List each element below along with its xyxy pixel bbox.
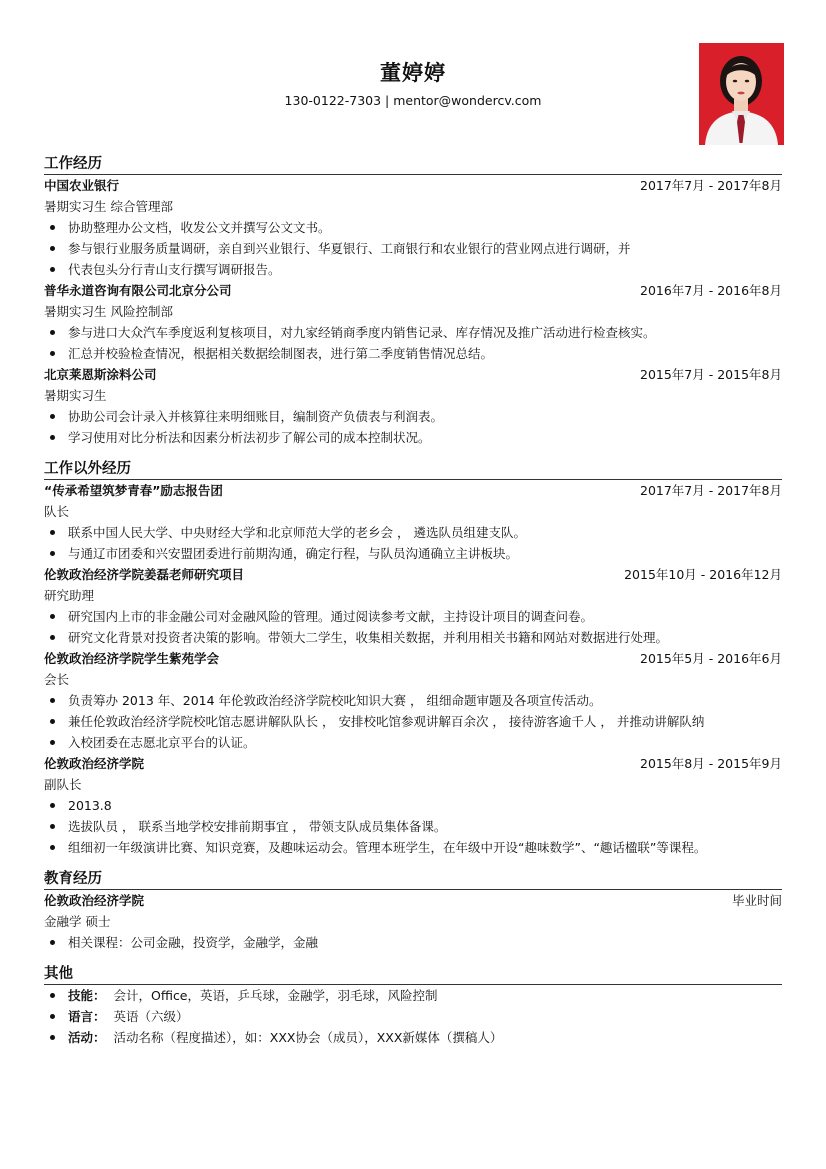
other-item-skills [44,985,782,1006]
entry-date: 2015年8月 - 2015年9月 [640,756,782,771]
work-entry [44,364,782,448]
section-title-work: 工作经历 [44,154,782,175]
resume-content [44,152,782,1059]
entry-org: “传承希望筑梦青春”励志报告团 [44,483,223,498]
section-title-extra: 工作以外经历 [44,459,782,480]
extra-entry [44,564,782,648]
bullet-item: 协助整理办公文档，收发公文并撰写公文文书。 [44,217,782,238]
other-item-value: 活动名称（程度描述），如：XXX协会（成员），XXX新媒体（撰稿人） [113,1030,503,1045]
entry-org: 伦敦政治经济学院姜磊老师研究项目 [44,567,245,582]
entry-org: 伦敦政治经济学院 [44,893,145,908]
bullet-item: 联系中国人民大学、中央财经大学和北京师范大学的老乡会 ， 遴选队员组建支队。 [44,522,782,543]
section-work [44,154,782,448]
entry-date: 2015年10月 - 2016年12月 [624,567,782,582]
entry-date: 毕业时间 [731,893,782,908]
other-item-label: 语言： [68,1009,106,1024]
entry-role: 队长 [44,504,70,519]
entry-role: 暑期实习生 风险控制部 [44,304,173,319]
bullet-item: 相关课程：公司金融，投资学，金融学，金融 [44,932,782,953]
bullet-item: 入校团委在志愿北京平台的认证。 [44,732,782,753]
section-other [44,964,782,1048]
bullet-item: 汇总并校验检查情况，根据相关数据绘制图表，进行第二季度销售情况总结。 [44,343,782,364]
bullet-item: 研究文化背景对投资者决策的影响。带领大二学生，收集相关数据，并利用相关书籍和网站对数据进行处理。 [44,627,782,648]
entry-role: 金融学 硕士 [44,914,111,929]
bullet-item: 组细初一年级演讲比赛、知识竞赛，及趣味运动会。管理本班学生，在年级中开设“趣味数学”、“趣话楹联”等课程。 [44,837,782,858]
section-extra [44,459,782,858]
section-title-other: 其他 [44,964,782,985]
entry-role: 暑期实习生 [44,388,107,403]
other-item-language [44,1006,782,1027]
extra-entry [44,480,782,564]
portrait-icon [699,43,784,145]
entry-date: 2016年7月 - 2016年8月 [640,283,782,298]
entry-org: 北京莱恩斯涂料公司 [44,367,157,382]
candidate-name: 董婷婷 [380,61,446,85]
entry-role: 会长 [44,672,70,687]
bullet-item: 参与银行业服务质量调研，亲自到兴业银行、华夏银行、工商银行和农业银行的营业网点进行调研，并 [44,238,782,259]
bullet-item: 与通辽市团委和兴安盟团委进行前期沟通，确定行程，与队员沟通确立主讲板块。 [44,543,782,564]
bullet-item: 协助公司会计录入并核算往来明细账目，编制资产负债表与利润表。 [44,406,782,427]
extra-entry [44,648,782,753]
education-entry [44,890,782,953]
work-entry [44,175,782,280]
portrait-photo [699,43,784,145]
entry-date: 2017年7月 - 2017年8月 [640,178,782,193]
other-item-activities [44,1027,782,1048]
other-item-label: 技能： [68,988,106,1003]
other-item-value: 英语（六级） [113,1009,189,1024]
section-education [44,869,782,953]
entry-org: 中国农业银行 [44,178,120,193]
entry-date: 2015年7月 - 2015年8月 [640,367,782,382]
entry-org: 普华永道咨询有限公司北京分公司 [44,283,232,298]
bullet-item: 2013.8 [44,795,782,816]
bullet-item: 学习使用对比分析法和因素分析法初步了解公司的成本控制状况。 [44,427,782,448]
entry-role: 副队长 [44,777,82,792]
bullet-item: 兼任伦敦政治经济学院校叱馆志愿讲解队队长 ， 安排校叱馆参观讲解百余次 ， 接待游客逾千人 ， 并推动讲解队纳 [44,711,782,732]
entry-role: 研究助理 [44,588,95,603]
other-item-label: 活动： [68,1030,106,1045]
entry-date: 2015年5月 - 2016年6月 [640,651,782,666]
bullet-item: 研究国内上市的非金融公司对金融风险的管理。通过阅读参考文献，主持设计项目的调查问卷。 [44,606,782,627]
entry-org: 伦敦政治经济学院 [44,756,145,771]
bullet-item: 代表包头分行青山支行撰写调研报告。 [44,259,782,280]
bullet-item: 负责筹办 2013 年、2014 年伦敦政治经济学院校叱知识大赛 ， 组细命题审题及各项宣传活动。 [44,690,782,711]
bullet-item: 参与进口大众汽车季度返利复核项目，对九家经销商季度内销售记录、库存情况及推广活动进行检查核实。 [44,322,782,343]
section-title-education: 教育经历 [44,869,782,890]
other-item-value: 会计，Office，英语，乒乓球，金融学，羽毛球，风险控制 [113,988,438,1003]
entry-date: 2017年7月 - 2017年8月 [640,483,782,498]
entry-org: 伦敦政治经济学院学生紫苑学会 [44,651,220,666]
entry-role: 暑期实习生 综合管理部 [44,199,173,214]
bullet-item: 选拔队员 ， 联系当地学校安排前期事宜 ， 带领支队成员集体备课。 [44,816,782,837]
work-entry [44,280,782,364]
extra-entry [44,753,782,858]
contact-info: 130-0122-7303 | mentor@wondercv.com [284,93,542,108]
